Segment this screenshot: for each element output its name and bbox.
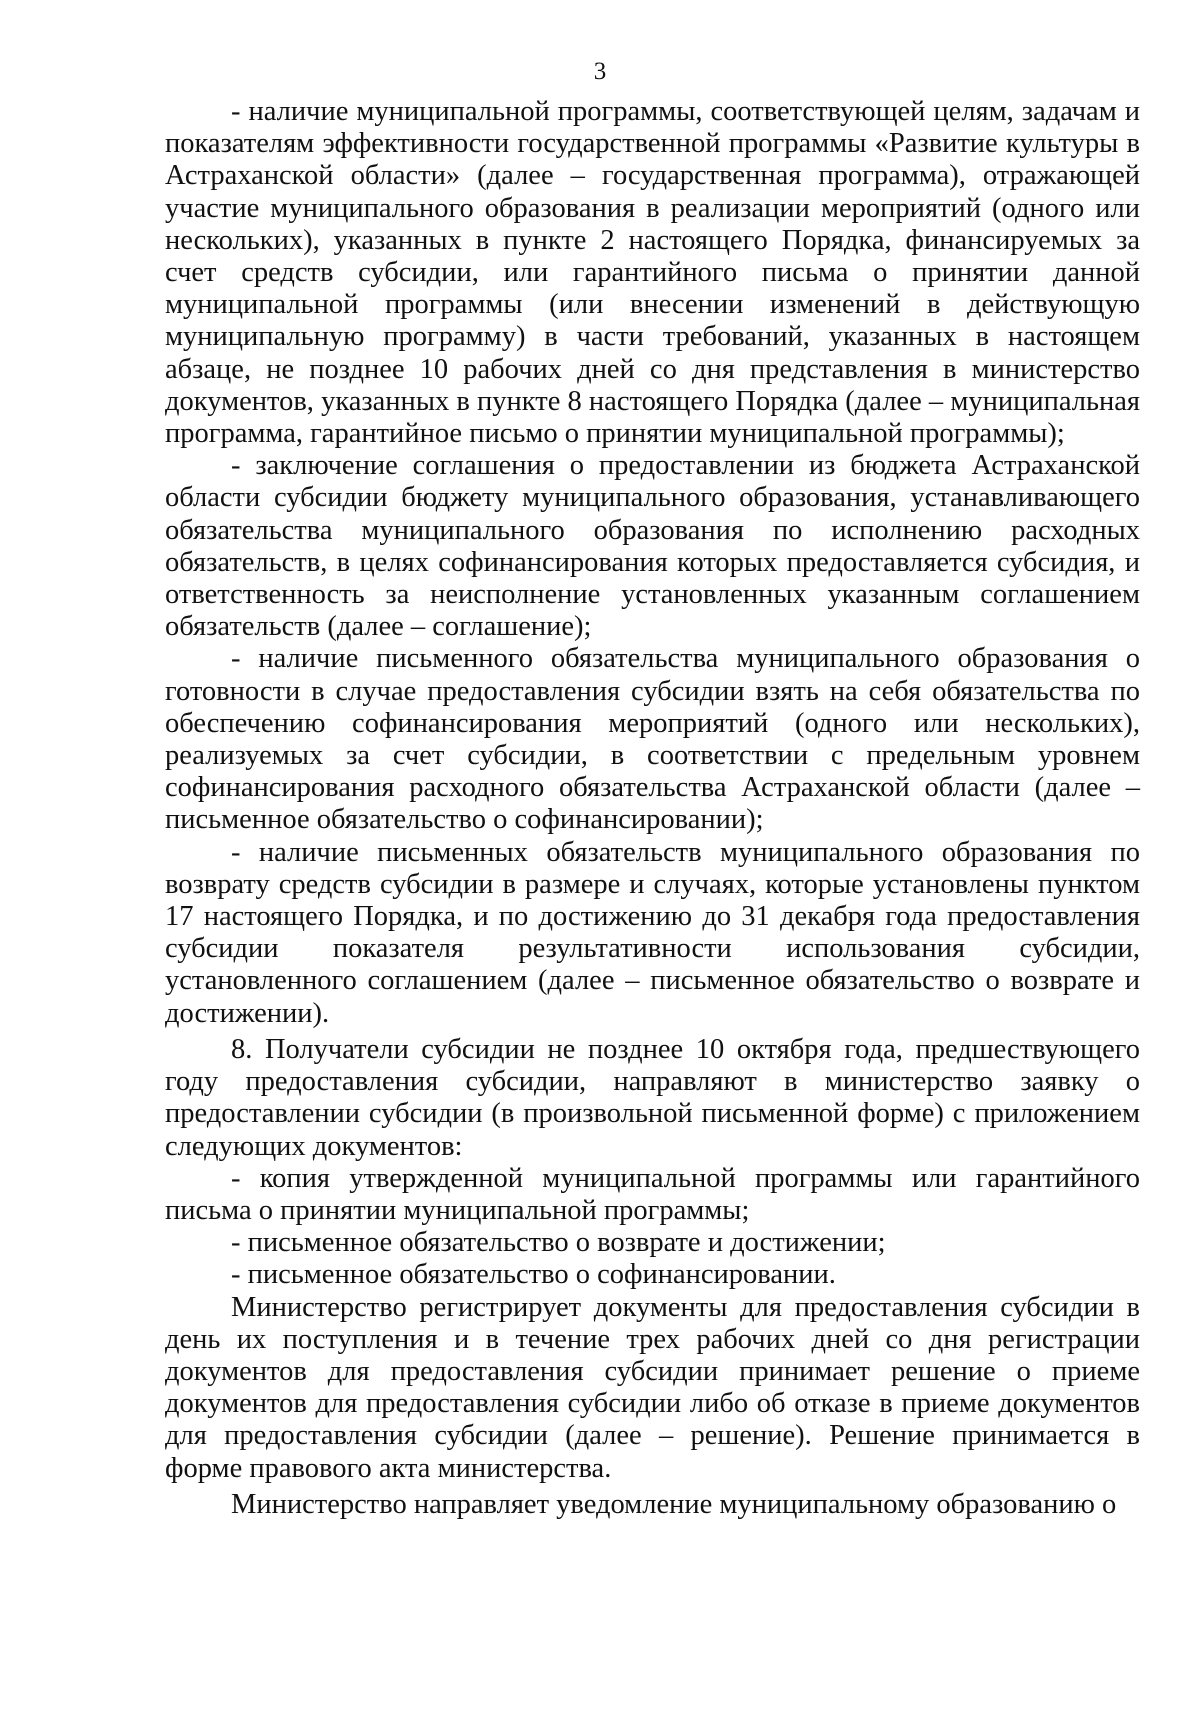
paragraph: - наличие письменных обязательств муниципального образования по возврату средств субсидии в размере и случаях, которые установлены пунктом 17 настоящего Порядка, и по достижению до 31 декабря года предоставления субсидии показателя результативности использования субсидии, установленного соглашением (далее – письменное обязательство о возврате и достижении). bbox=[165, 836, 1140, 1029]
paragraph: - копия утвержденной муниципальной программы или гарантийного письма о принятии муниципальной программы; bbox=[165, 1162, 1140, 1226]
paragraph: Министерство направляет уведомление муниципальному образованию о bbox=[231, 1488, 1117, 1520]
page-number: 3 bbox=[593, 58, 607, 85]
paragraph: - письменное обязательство о возврате и достижении; bbox=[231, 1227, 886, 1259]
document-body bbox=[165, 96, 1140, 1521]
paragraph: - заключение соглашения о предоставлении из бюджета Астраханской области субсидии бюджету муниципального образования, устанавливающего обязательства муниципального образования по исполнению расходных обязательств, в целях софинансирования которых предоставляется субсидия, и ответственность за неисполнение установленных указанным соглашением обязательств (далее – соглашение); bbox=[165, 450, 1140, 643]
paragraph: - наличие письменного обязательства муниципального образования о готовности в случае предоставления субсидии взять на себя обязательства по обеспечению софинансирования мероприятий (одного или нескольких), реализуемых за счет субсидии, в соответствии с предельным уровнем софинансирования расходного обязательства Астраханской области (далее – письменное обязательство о софинансировании); bbox=[165, 643, 1140, 836]
paragraph: - наличие муниципальной программы, соответствующей целям, задачам и показателям эффективности государственной программы «Развитие культуры в Астраханской области» (далее – государственная программа), отражающей участие муниципального образования в реализации мероприятий (одного или нескольких), указанных в пункте 2 настоящего Порядка, финансируемых за счет средств субсидии, или гарантийного письма о принятии данной муниципальной программы (или внесении изменений в действующую муниципальную программу) в части требований, указанных в настоящем абзаце, не позднее 10 рабочих дней со дня представления в министерство документов, указанных в пункте 8 настоящего Порядка (далее – муниципальная программа, гарантийное письмо о принятии муниципальной программы); bbox=[165, 96, 1140, 450]
paragraph: 8. Получатели субсидии не позднее 10 октября года, предшествующего году предоставления субсидии, направляют в министерство заявку о предоставлении субсидии (в произвольной письменной форме) с приложением следующих документов: bbox=[165, 1033, 1140, 1162]
paragraph: - письменное обязательство о софинансировании. bbox=[231, 1259, 836, 1291]
paragraph: Министерство регистрирует документы для предоставления субсидии в день их поступления и в течение трех рабочих дней со дня регистрации документов для предоставления субсидии принимает решение о приеме документов для предоставления субсидии либо об отказе в приеме документов для предоставления субсидии (далее – решение). Решение принимается в форме правового акта министерства. bbox=[165, 1291, 1140, 1484]
